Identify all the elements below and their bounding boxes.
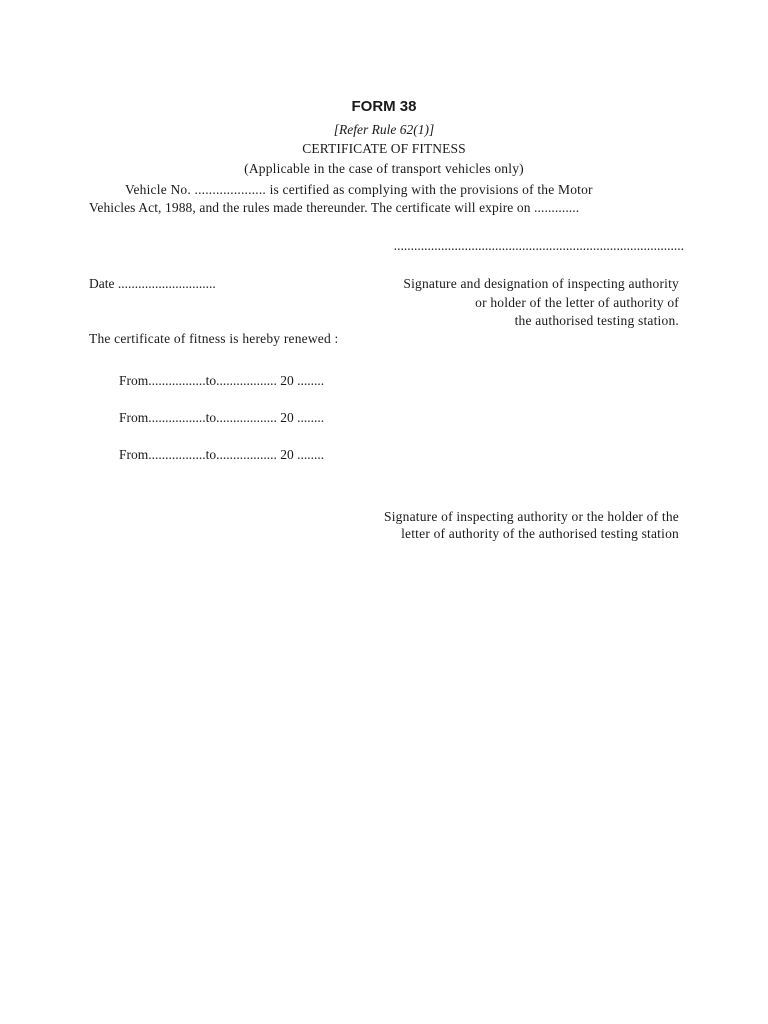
certification-text-line-2: Vehicles Act, 1988, and the rules made thereunder. The certificate will expire on ............. — [89, 200, 580, 215]
certificate-title: CERTIFICATE OF FITNESS — [302, 141, 466, 156]
final-signature-caption-line-2: letter of authority of the authorised testing station — [401, 526, 679, 541]
renewal-heading: The certificate of fitness is hereby renewed : — [89, 331, 339, 346]
applicability-note: (Applicable in the case of transport vehicles only) — [244, 161, 524, 176]
certification-text-line-1: Vehicle No. .................... is certified as complying with the provisions of the Motor — [125, 182, 593, 197]
rule-reference: [Refer Rule 62(1)] — [333, 122, 435, 137]
signature-blank: ...................................................................................... — [393, 238, 684, 253]
renewal-period-1: From.................to.................. 20 ........ — [119, 373, 325, 388]
final-signature-caption-line-1: Signature of inspecting authority or the holder of the — [384, 509, 679, 524]
authority-caption-line-1: Signature and designation of inspecting authority — [403, 276, 679, 291]
authority-caption-line-2: or holder of the letter of authority of — [475, 295, 679, 310]
renewal-period-2: From.................to.................. 20 ........ — [119, 410, 325, 425]
form-title: FORM 38 — [351, 98, 417, 115]
renewal-period-3: From.................to.................. 20 ........ — [119, 447, 325, 462]
date-field: Date ............................. — [89, 276, 216, 291]
authority-caption-line-3: the authorised testing station. — [514, 313, 679, 328]
